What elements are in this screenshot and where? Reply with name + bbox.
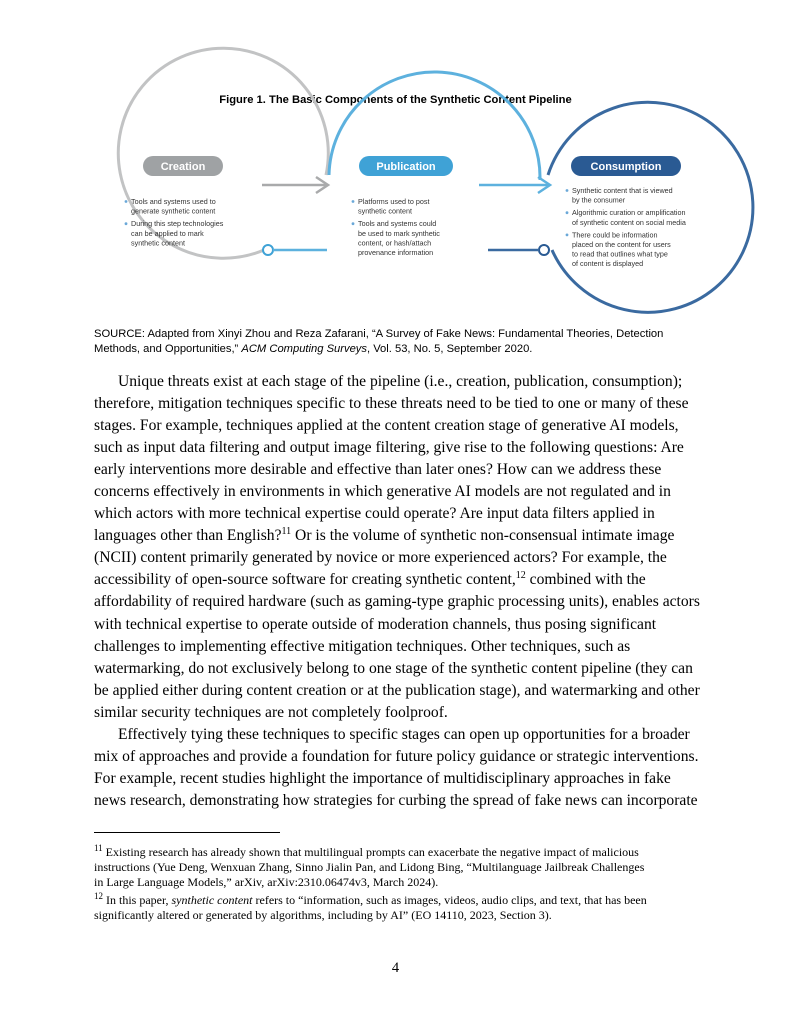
source-line-1: SOURCE: Adapted from Xinyi Zhou and Reza Zafarani, “A Survey of Fake News: Fundamental Theories, Detection: [94, 328, 664, 340]
footnote-text: refers to “information, such as images, videos, audio clips, and text, that has been: [252, 893, 647, 907]
body-line: affordability of required hardware (such as gaming-type graphic processing units), enables actors: [94, 593, 700, 611]
consumption-label: Consumption: [590, 161, 662, 173]
bullet-text: Tools and systems could: [358, 219, 437, 229]
body-line-10-post: combined with the: [525, 571, 646, 589]
footnote-line: instructions (Yue Deng, Wenxuan Zhang, Sinno Jialin Pan, and Lidong Bing, “Multilanguage Jailbreak Challenges: [94, 860, 645, 874]
body-text: [94, 371, 702, 812]
body-line-8-pre: languages other than English?: [94, 527, 282, 545]
body-line: early interventions more desirable and effective than later ones? How can we address these: [94, 461, 662, 479]
body-line: similar security techniques are not completely foolproof.: [94, 703, 448, 721]
source-line-2-pre: Methods, and Opportunities,”: [94, 343, 242, 355]
footnote-number: 12: [94, 891, 103, 901]
bullet-text: provenance information: [358, 248, 434, 257]
publication-label: Publication: [376, 161, 436, 173]
bullet-dot: [352, 200, 355, 203]
body-line: concerns effectively in environments in which generative AI models are not regulated and in: [94, 483, 671, 501]
bullet-dot: [352, 222, 355, 225]
bullet-text: generate synthetic content: [131, 206, 216, 216]
bullet-text: During this step technologies: [131, 219, 224, 229]
paragraph-1: [94, 371, 702, 724]
paragraph-2: [94, 724, 702, 812]
footnote-line: significantly altered or generated by algorithms, including by AI” (EO 14110, 2023, Section 3).: [94, 908, 552, 922]
bullet-text: by the consumer: [572, 195, 626, 205]
bullet-text: Synthetic content that is viewed: [572, 186, 673, 195]
body-line: which actors with more technical expertise could operate? Are input data filters applied in: [94, 505, 655, 523]
bullet-text: synthetic content: [358, 206, 412, 216]
connector-dot-publication: [539, 245, 549, 255]
journal-name: ACM Computing Surveys: [241, 343, 367, 355]
bullet-dot: [566, 234, 569, 237]
source-line-2-post: , Vol. 53, No. 5, September 2020.: [366, 343, 533, 355]
bullet-dot: [566, 189, 569, 192]
bullet-text: of content is displayed: [572, 259, 644, 269]
footnote-12: [94, 893, 704, 923]
arrow-creation-to-publication: [262, 177, 328, 193]
footnote-line: [94, 893, 704, 908]
footnote-line: [94, 845, 704, 860]
page-number: 4: [391, 960, 400, 976]
arrow-publication-to-consumption: [479, 177, 550, 193]
bullet-text: synthetic content: [131, 238, 185, 248]
figure-title: Figure 1. The Basic Components of the Synthetic Content Pipeline: [219, 94, 572, 106]
source-line-2: [94, 342, 704, 357]
creation-bullets: [125, 197, 224, 247]
body-line: therefore, mitigation techniques specific to these threats need to be tied to one or many of these: [94, 395, 689, 413]
body-line: mix of approaches and provide a foundation for future policy guidance or strategic interventions.: [94, 747, 699, 765]
body-line: Unique threats exist at each stage of the pipeline (i.e., creation, publication, consumption);: [118, 373, 683, 390]
body-line: (NCII) content primarily generated by novice or more experienced actors? For example, the: [94, 549, 667, 567]
body-line-10-pre: accessibility of open-source software for creating synthetic content,: [94, 571, 516, 589]
publication-bullets: [352, 197, 441, 257]
footnote-ref-11[interactable]: 11: [281, 526, 292, 538]
bullet-dot: [125, 200, 128, 203]
footnotes: [94, 845, 704, 926]
bullet-text: be used to mark synthetic: [358, 228, 440, 238]
creation-label: Creation: [160, 161, 206, 173]
body-line-8-post: Or is the volume of synthetic non-consensual intimate image: [291, 527, 675, 545]
footnote-term: synthetic content: [171, 893, 253, 907]
bullet-text: content, or hash/attach: [358, 238, 432, 248]
figure-source: [94, 327, 704, 357]
footnote-text: Existing research has already shown that multilingual prompts can exacerbate the negative impact of malicious: [102, 845, 639, 859]
body-line: stages. For example, techniques applied at the content creation stage of generative AI models,: [94, 417, 679, 435]
bullet-dot: [125, 222, 128, 225]
body-line: such as input data filtering and output image filtering, give rise to the following questions: Are: [94, 439, 684, 457]
bullet-text: Algorithmic curation or amplification: [572, 208, 686, 218]
consumption-bullets: [566, 186, 686, 268]
footnote-line: in Large Language Models,” arXiv, arXiv:2310.06474v3, March 2024).: [94, 875, 439, 889]
body-line: For example, recent studies highlight the importance of multidisciplinary approaches in fake: [94, 769, 671, 787]
footnote-ref-12[interactable]: 12: [515, 570, 526, 582]
body-line: with technical expertise to operate outside of moderation channels, thus posing significant: [94, 615, 657, 633]
bullet-text: Platforms used to post: [358, 197, 430, 206]
bullet-text: There could be information: [572, 230, 658, 240]
body-line: [94, 569, 702, 591]
body-line: challenges to implementing effective mitigation techniques. Other techniques, such as: [94, 637, 631, 655]
body-line: [94, 525, 702, 547]
bullet-text: of synthetic content on social media: [572, 217, 686, 227]
bullet-text: to read that outlines what type: [572, 249, 668, 259]
footnote-divider: [94, 832, 280, 833]
body-line: be applied either during content creation or at the publication stage), and watermarking and other: [94, 681, 700, 699]
footnote-text: In this paper,: [103, 893, 172, 907]
bullet-dot: [566, 211, 569, 214]
footnote-number: 11: [94, 843, 103, 853]
body-line: watermarking, do not exclusively belong to one stage of the synthetic content pipeline (they can: [94, 659, 693, 677]
bullet-text: placed on the content for users: [572, 240, 671, 249]
bullet-text: Tools and systems used to: [131, 197, 216, 206]
connector-dot-creation: [263, 245, 273, 255]
body-line: Effectively tying these techniques to specific stages can open up opportunities for a broader: [118, 725, 690, 743]
body-line: news research, demonstrating how strategies for curbing the spread of fake news can incorporate: [94, 791, 698, 809]
bullet-text: can be applied to mark: [131, 228, 204, 238]
footnote-11: [94, 845, 704, 890]
